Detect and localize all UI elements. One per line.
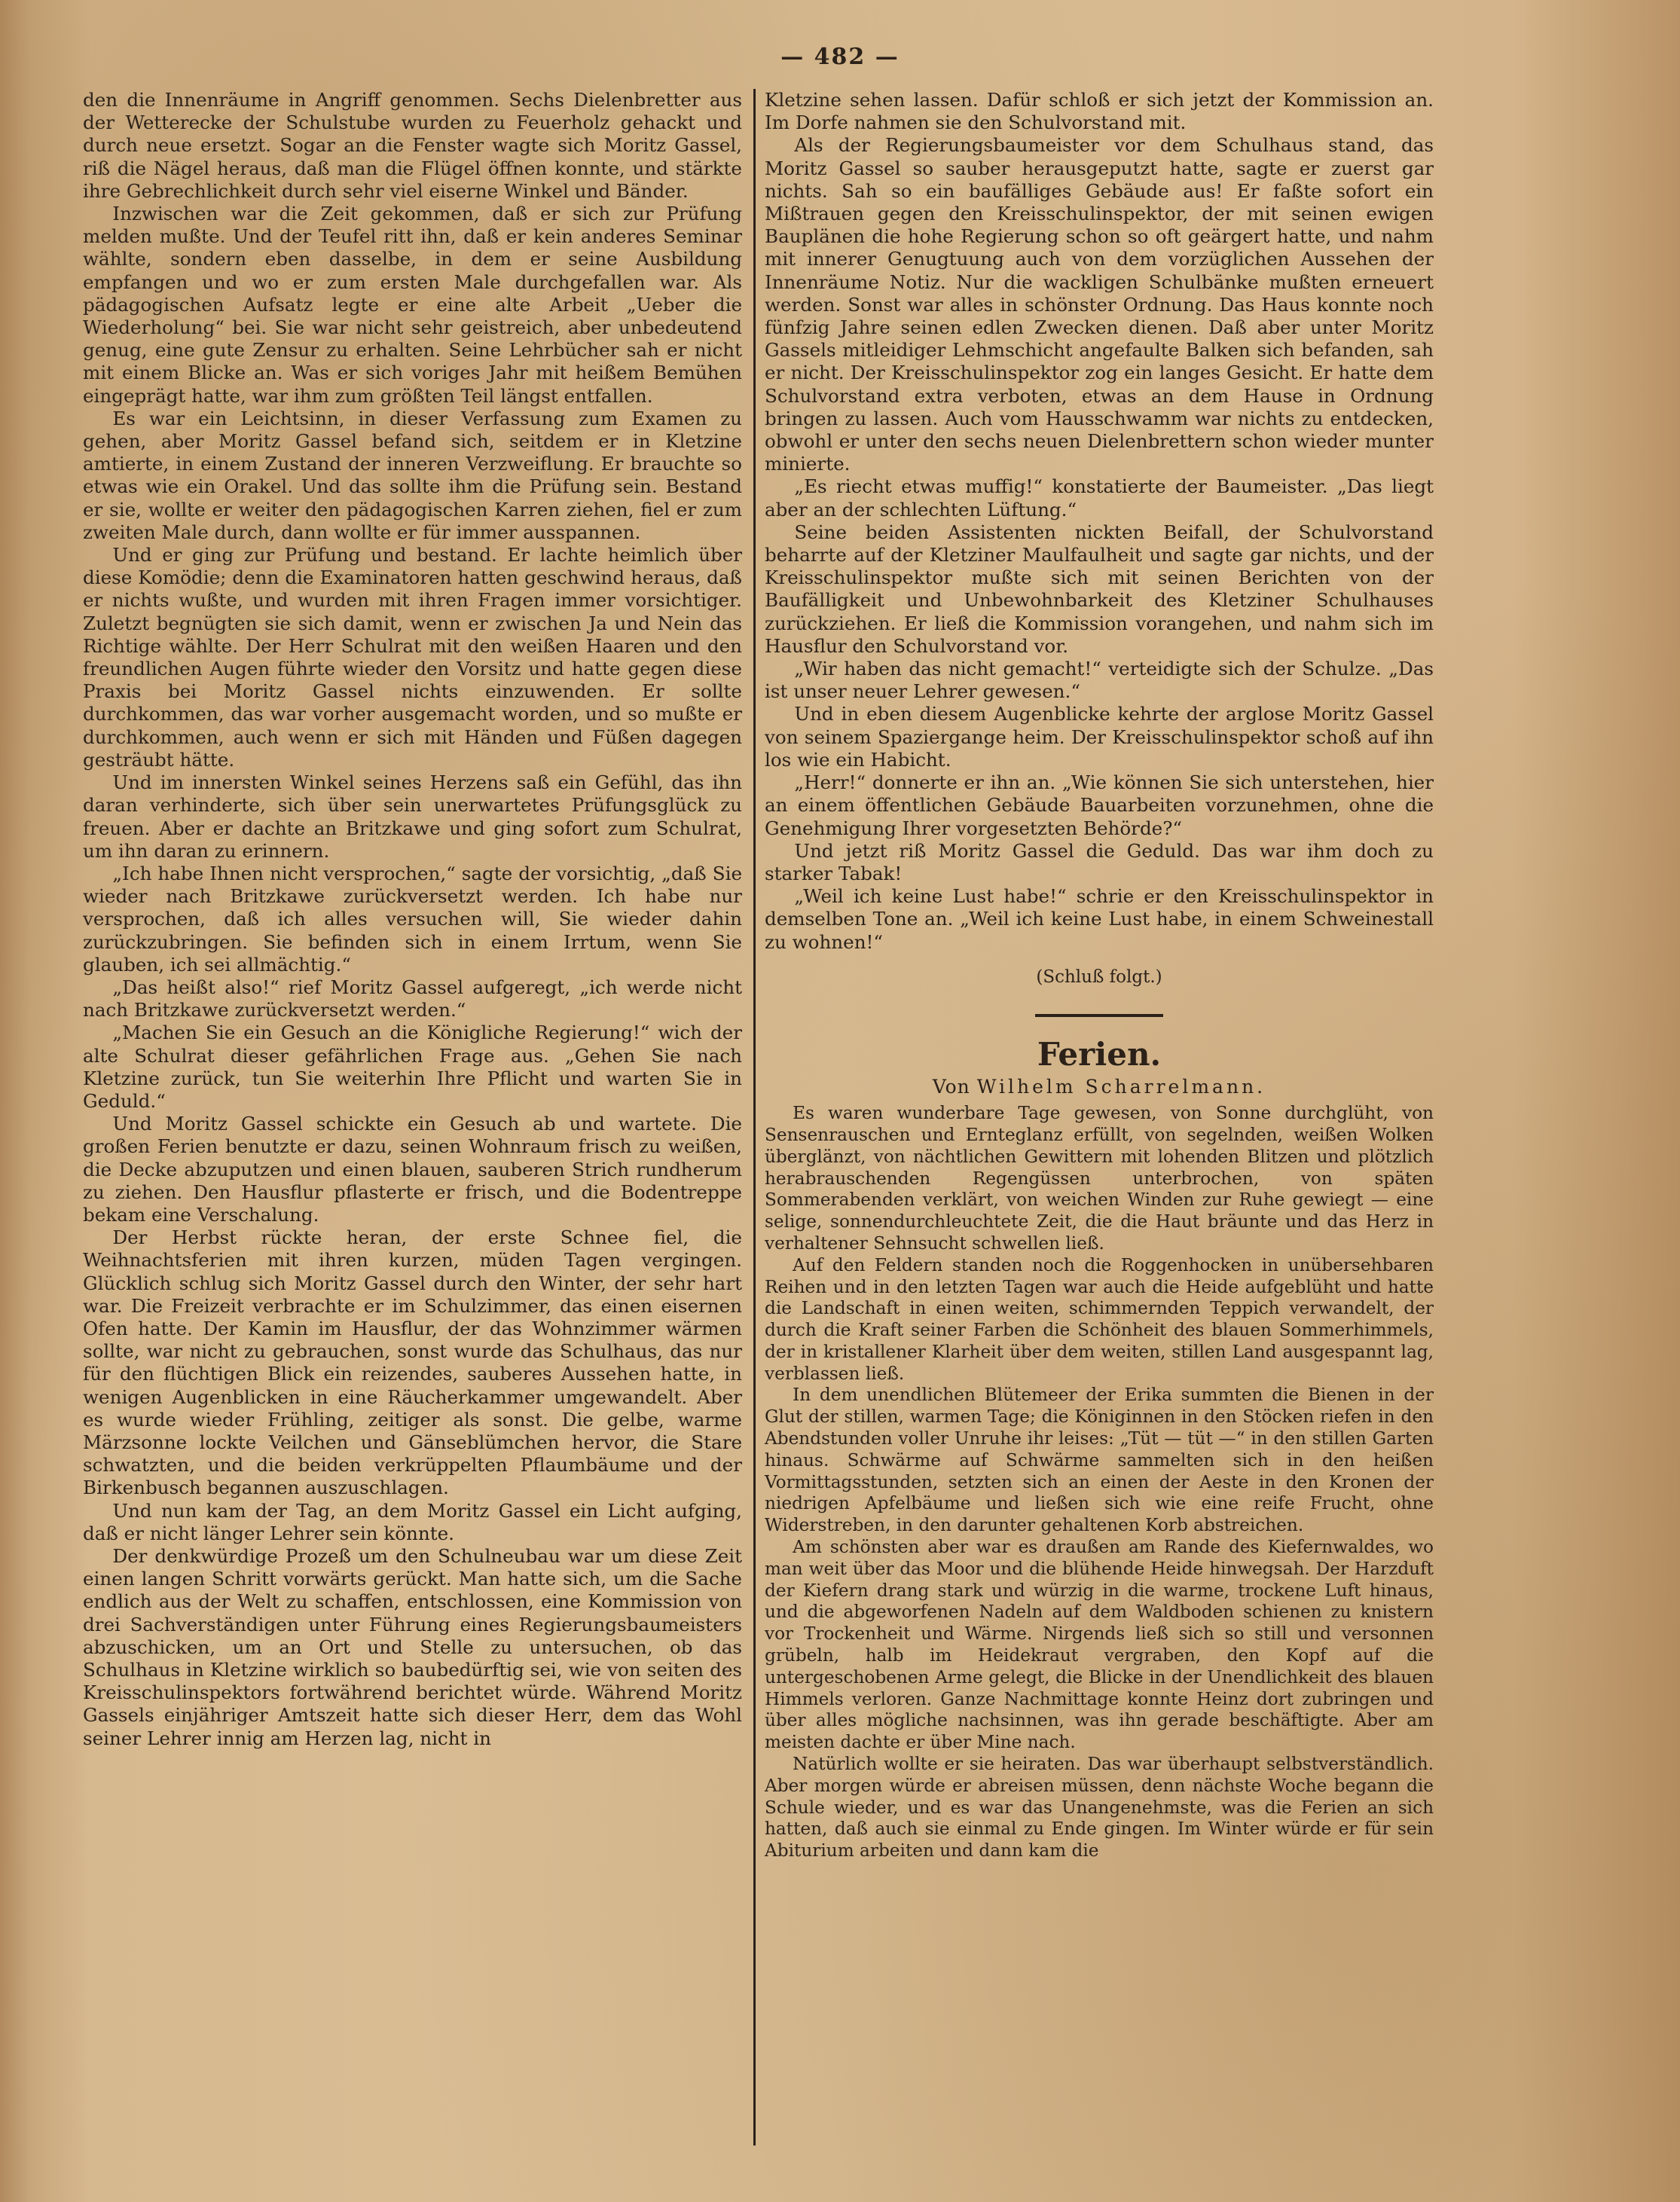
paragraph: Es war ein Leichtsinn, in dieser Verfassung zum Examen zu gehen, aber Moritz Gassel befand sich, seitdem er in Kletzine amtierte, in einem Zustand der inneren Verzweiflung. Er brauchte so etwas wie ein Orakel. Und das sollte ihm die Prüfung sein. Bestand er sie, wollte er weiter den pädagogischen Karren ziehen, fiel er zum zweiten Male durch, dann wollte er für immer ausspannen. <box>83 407 742 543</box>
paragraph: Als der Regierungsbaumeister vor dem Schulhaus stand, das Moritz Gassel so sauber herausgeputzt hatte, sagte er zuerst gar nichts. Sah so ein baufälliges Gebäude aus! Er faßte sofort ein Mißtrauen gegen den Kreisschulinspektor, der mit seinen ewigen Bauplänen die hohe Regierung schon so oft geärgert hatte, und nahm mit innerer Genugtuung auch von dem vorzüglichen Aussehen der Innenräume Notiz. Nur die wackligen Schulbänke mußten erneuert werden. Sonst war alles in schönster Ordnung. Das Haus konnte noch fünfzig Jahre seinen edlen Zwecken dienen. Daß aber unter Moritz Gassels mitleidiger Lehmschicht angefaulte Balken sich befanden, sah er nicht. Der Kreisschulinspektor zog ein langes Gesicht. Er hatte dem Schulvorstand extra verboten, etwas an dem Hause in Ordnung bringen zu lassen. Auch vom Hausschwamm war nichts zu entdecken, obwohl er unter den sechs neuen Dielenbrettern schon wieder munter minierte. <box>765 134 1434 475</box>
paragraph: den die Innenräume in Angriff genommen. Sechs Dielenbretter aus der Wetterecke der Schulstube wurden zu Feuerholz gehackt und durch neue ersetzt. Sogar an die Fenster wagte sich Moritz Gassel, riß die Nägel heraus, daß man die Flügel öffnen konnte, und stärkte ihre Gebrechlichkeit durch sehr viel eiserne Winkel und Bänder. <box>83 89 742 202</box>
paragraph: „Es riecht etwas muffig!“ konstatierte der Baumeister. „Das liegt aber an der schlechten Lüftung.“ <box>765 475 1434 521</box>
byline-prefix: Von <box>932 1075 970 1098</box>
paragraph: Auf den Feldern standen noch die Roggenhocken in unübersehbaren Reihen und in den letzten Tagen war auch die Heide aufgeblüht und hatte die Landschaft in einen weiten, schimmernden Teppich verwandelt, der durch die Kraft seiner Farben die Schönheit des blauen Sommerhimmels, der in kristallener Klarheit über dem weiten, stillen Land ausgespannt lag, verblassen ließ. <box>765 1254 1434 1384</box>
byline-author: Wilhelm Scharrelmann. <box>976 1075 1266 1098</box>
article-body <box>765 1103 1434 1862</box>
paragraph: Und nun kam der Tag, an dem Moritz Gassel ein Licht aufging, daß er nicht länger Lehrer sein könnte. <box>83 1499 742 1544</box>
paragraph: Kletzine sehen lassen. Dafür schloß er sich jetzt der Kommission an. Im Dorfe nahmen sie den Schulvorstand mit. <box>765 89 1434 134</box>
paragraph: Inzwischen war die Zeit gekommen, daß er sich zur Prüfung melden mußte. Und der Teufel ritt ihn, daß er kein anderes Seminar wählte, sondern eben dasselbe, in dem er seine Ausbildung empfangen und wo er zum ersten Male durchgefallen war. Als pädagogischen Aufsatz legte er eine alte Arbeit „Ueber die Wiederholung“ bei. Sie war nicht sehr geistreich, aber unbedeutend genug, eine gute Zensur zu erhalten. Seine Lehrbücher sah er nicht mit einem Blicke an. Was er sich voriges Jahr mit heißem Bemühen eingeprägt hatte, war ihm zum größten Teil längst entfallen. <box>83 203 742 407</box>
paragraph: Am schönsten aber war es draußen am Rande des Kiefernwaldes, wo man weit über das Moor und die blühende Heide hinwegsah. Der Harzduft der Kiefern drang stark und würzig in die warme, trockene Luft hinaus, und die abgeworfenen Nadeln auf dem Waldboden schienen zu knistern vor Trockenheit und Wärme. Nirgends ließ sich so still und versonnen grübeln, halb im Heidekraut vergraben, den Kopf auf die untergeschobenen Arme gelegt, die Blicke in der Unendlichkeit des blauen Himmels verloren. Ganze Nachmittage konnte Heinz dort zubringen und über alles mögliche nachsinnen, was ihn gerade beschäftigte. Aber am meisten dachte er über Mine nach. <box>765 1537 1434 1753</box>
paragraph: Und im innersten Winkel seines Herzens saß ein Gefühl, das ihn daran verhinderte, sich über sein unerwartetes Prüfungsglück zu freuen. Aber er dachte an Britzkawe und ging sofort zum Schulrat, um ihn daran zu erinnern. <box>83 771 742 862</box>
paragraph: „Weil ich keine Lust habe!“ schrie er den Kreisschulinspektor in demselben Tone an. „Weil ich keine Lust habe, in einem Schweinestall zu wohnen!“ <box>765 885 1434 953</box>
article-title: Ferien. <box>1037 1035 1162 1073</box>
page-number: — 482 — <box>780 44 900 70</box>
section-divider <box>1035 1014 1163 1017</box>
paragraph: „Das heißt also!“ rief Moritz Gassel aufgeregt, „ich werde nicht nach Britzkawe zurückversetzt werden.“ <box>83 976 742 1022</box>
continued-note: (Schluß folgt.) <box>1036 967 1162 987</box>
paragraph: Natürlich wollte er sie heiraten. Das war überhaupt selbstverständlich. Aber morgen würde er abreisen müssen, denn nächste Woche begann die Schule wieder, und es war das Unangenehmste, was die Ferien an sich hatten, daß auch sie einmal zu Ende gingen. Im Winter würde er für sein Abiturium arbeiten und dann kam die <box>765 1754 1434 1861</box>
paragraph: Und er ging zur Prüfung und bestand. Er lachte heimlich über diese Komödie; denn die Examinatoren hatten geschwind heraus, daß er nichts wußte, und wurden mit ihren Fragen immer vorsichtiger. Zuletzt begnügten sie sich damit, wenn er zwischen Ja und Nein das Richtige wählte. Der Herr Schulrat mit den weißen Haaren und den freundlichen Augen führte wieder den Vorsitz und hatte gegen diese Praxis bei Moritz Gassel nichts einzuwenden. Er sollte durchkommen, das war vorher ausgemacht worden, und so mußte er durchkommen, auch wenn er sich mit Händen und Füßen dagegen gesträubt hätte. <box>83 544 742 771</box>
paragraph: „Ich habe Ihnen nicht versprochen,“ sagte der vorsichtig, „daß Sie wieder nach Britzkawe zurückversetzt werden. Ich habe nur versprochen, daß ich alles versuchen will, Sie wieder dahin zurückzubringen. Sie befinden sich in einem Irrtum, wenn Sie glauben, ich sei allmächtig.“ <box>83 862 742 976</box>
paragraph: In dem unendlichen Blütemeer der Erika summten die Bienen in der Glut der stillen, warmen Tage; die Königinnen in den Stöcken riefen in den Abendstunden voller Unruhe ihr leises: „Tüt — tüt —“ in den stillen Garten hinaus. Schwärme auf Schwärme sammelten sich in den heißen Vormittagsstunden, setzten sich an einen der Aeste in den Kronen der niedrigen Apfelbäume und ließen sich wie eine reife Frucht, ohne Widerstreben, in den darunter gehaltenen Korb abstreichen. <box>765 1385 1434 1536</box>
paragraph: Und in eben diesem Augenblicke kehrte der arglose Moritz Gassel von seinem Spaziergange heim. Der Kreisschulinspektor schoß auf ihn los wie ein Habicht. <box>765 703 1434 771</box>
column-divider <box>753 89 756 2145</box>
paragraph: Der denkwürdige Prozeß um den Schulneubau war um diese Zeit einen langen Schritt vorwärts gerückt. Man hatte sich, um die Sache endlich aus der Welt zu schaffen, entschlossen, eine Kommission von drei Sachverständigen unter Führung eines Regierungsbaumeisters abzuschicken, um an Ort und Stelle zu untersuchen, ob das Schulhaus in Kletzine wirklich so baubedürftig sei, wie von seiten des Kreisschulinspektors fortwährend berichtet würde. Während Moritz Gassels einjähriger Amtszeit hatte sich dieser Herr, dem das Wohl seiner Lehrer innig am Herzen lag, nicht in <box>83 1545 742 1749</box>
paragraph: Es waren wunderbare Tage gewesen, von Sonne durchglüht, von Sensenrauschen und Ernteglanz erfüllt, von segelnden, weißen Wolken überglänzt, von nächtlichen Gewittern mit lohenden Blitzen und plötzlich herabrauschenden Regengüssen unterbrochen, von späten Sommerabenden verklärt, von weichen Winden zur Ruhe gewiegt — eine selige, sonnendurchleuchtete Zeit, die die Haut bräunte und das Herz in verhaltener Sehnsucht schwellen ließ. <box>765 1103 1434 1254</box>
paragraph: „Wir haben das nicht gemacht!“ verteidigte sich der Schulze. „Das ist unser neuer Lehrer gewesen.“ <box>765 658 1434 703</box>
paragraph: Und Moritz Gassel schickte ein Gesuch ab und wartete. Die großen Ferien benutzte er dazu, seinen Wohnraum frisch zu weißen, die Decke abzuputzen und einen blauen, sauberen Strich rundherum zu ziehen. Den Hausflur pflasterte er frisch, und die Bodentreppe bekam eine Verschalung. <box>83 1113 742 1226</box>
paragraph: „Herr!“ donnerte er ihn an. „Wie können Sie sich unterstehen, hier an einem öffentlichen Gebäude Bauarbeiten vorzunehmen, ohne die Genehmigung Ihrer vorgesetzten Behörde?“ <box>765 771 1434 839</box>
paragraph: Der Herbst rückte heran, der erste Schnee fiel, die Weihnachtsferien mit ihren kurzen, müden Tagen vergingen. Glücklich schlug sich Moritz Gassel durch den Winter, der sehr hart war. Die Freizeit verbrachte er im Schulzimmer, das einen eisernen Ofen hatte. Der Kamin im Hausflur, der das Wohnzimmer wärmen sollte, war nicht zu gebrauchen, sonst wurde das Schulhaus, das nur für den flüchtigen Blick ein reizendes, sauberes Aussehen hatte, in wenigen Augenblicken in eine Räucherkammer umgewandelt. Aber es wurde wieder Frühling, zeitiger als sonst. Die gelbe, warme Märzsonne lockte Veilchen und Gänseblümchen hervor, die Stare schwatzten, und die beiden verkrüppelten Pflaumbäume und der Birkenbusch begannen auszuschlagen. <box>83 1226 742 1499</box>
right-column <box>765 89 1434 1862</box>
article-byline <box>765 1076 1434 1098</box>
paragraph: Seine beiden Assistenten nickten Beifall, der Schulvorstand beharrte auf der Kletziner Maulfaulheit und sagte gar nichts, und der Kreisschulinspektor mußte sich mit seinen Berichten von der Baufälligkeit und Unbewohnbarkeit des Kletziner Schulhauses zurückziehen. Er ließ die Kommission vorangehen, und nahm sich im Hausflur den Schulvorstand vor. <box>765 521 1434 657</box>
paragraph: „Machen Sie ein Gesuch an die Königliche Regierung!“ wich der alte Schulrat dieser gefährlichen Frage aus. „Gehen Sie nach Kletzine zurück, tun Sie weiterhin Ihre Pflicht und warten Sie in Geduld.“ <box>83 1022 742 1112</box>
paragraph: Und jetzt riß Moritz Gassel die Geduld. Das war ihm doch zu starker Tabak! <box>765 839 1434 884</box>
left-column <box>83 89 742 1750</box>
